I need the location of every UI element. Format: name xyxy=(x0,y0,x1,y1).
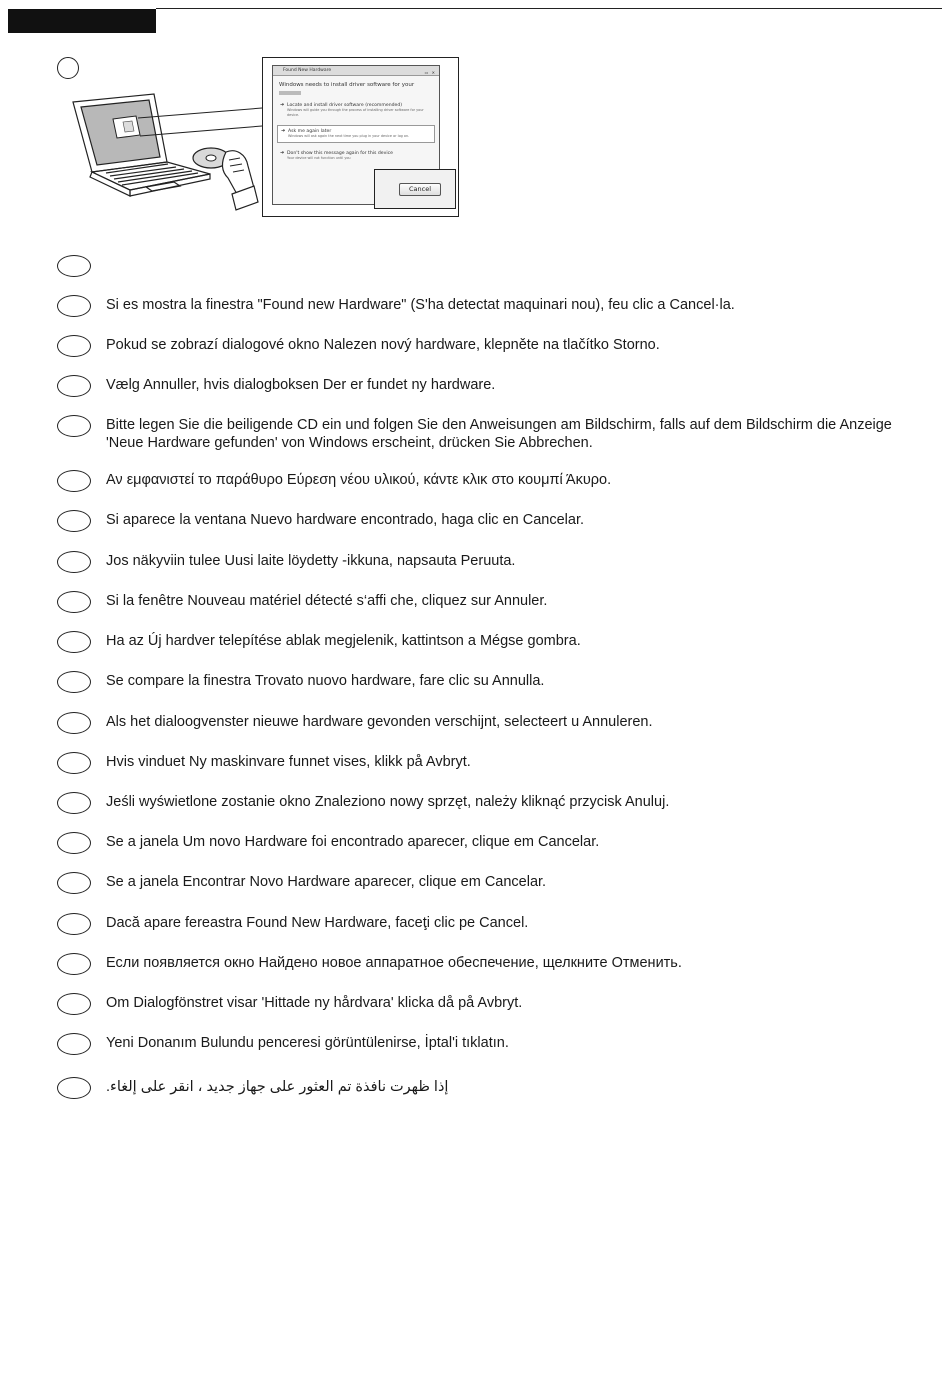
language-marker xyxy=(57,752,91,774)
dialog-heading: Windows needs to install driver software for your xyxy=(279,82,415,88)
language-marker xyxy=(57,375,91,397)
language-marker xyxy=(57,993,91,1015)
shield-icon: ➜ xyxy=(280,149,285,156)
option-label: Ask me again later xyxy=(288,129,332,134)
instruction-text: Ha az Új hardver telepítése ablak megjelenik, kattintson a Mégse gombra. xyxy=(106,633,581,649)
window-controls-icon: ▭ ✕ xyxy=(424,70,436,75)
option-description: Windows will ask again the next time you plug in your device or log on. xyxy=(288,134,410,138)
language-marker xyxy=(57,671,91,693)
instruction-text-arabic: إذا ظهرت نافذة تم العثور على جهاز جديد ، انقر على إلغاء. xyxy=(106,1079,449,1095)
instruction-text: Hvis vinduet Ny maskinvare funnet vises, klikk på Avbryt. xyxy=(106,754,471,770)
option-label: Don't show this message again for this device xyxy=(287,150,393,156)
language-marker xyxy=(57,872,91,894)
instruction-text: Если появляется окно Найдено новое аппаратное обеспечение, щелкните Отменить. xyxy=(106,955,682,971)
option-description: Windows will guide you through the process of installing driver software for your device. xyxy=(287,108,424,117)
option-description: Your device will not function until you xyxy=(287,155,351,160)
instruction-text: Jeśli wyświetlone zostanie okno Znaleziono nowy sprzęt, należy kliknąć przycisk Anuluj. xyxy=(106,794,670,810)
language-marker xyxy=(57,913,91,935)
language-marker xyxy=(57,510,91,532)
instruction-text: Se a janela Um novo Hardware foi encontrado aparecer, clique em Cancelar. xyxy=(106,834,600,850)
cancel-zoom-callout xyxy=(374,169,456,209)
dialog-option-ask-later[interactable] xyxy=(277,125,435,143)
language-marker xyxy=(57,415,91,437)
instruction-text: Jos näkyviin tulee Uusi laite löydetty -ikkuna, napsauta Peruuta. xyxy=(106,553,516,569)
instruction-text: Pokud se zobrazí dialogové okno Nalezen nový hardware, klepněte na tlačítko Storno. xyxy=(106,337,660,353)
language-marker xyxy=(57,1077,91,1099)
instruction-text: Yeni Donanım Bulundu penceresi görüntülenirse, İptal'i tıklatın. xyxy=(106,1035,509,1051)
language-marker xyxy=(57,295,91,317)
arrow-icon: ➜ xyxy=(281,128,286,134)
language-marker xyxy=(57,832,91,854)
instruction-text: Si es mostra la finestra "Found new Hardware" (S'ha detectat maquinari nou), feu clic a Cancel·la. xyxy=(106,297,735,313)
instruction-text: Si aparece la ventana Nuevo hardware encontrado, haga clic en Cancelar. xyxy=(106,512,584,528)
header-black-bar xyxy=(8,9,156,33)
instruction-text: Se compare la finestra Trovato nuovo hardware, fare clic su Annulla. xyxy=(106,673,545,689)
instruction-text: Αν εμφανιστεί το παράθυρο Εύρεση νέου υλικού, κάντε κλικ στο κουμπί Άκυρο. xyxy=(106,472,612,488)
language-marker xyxy=(57,255,91,277)
dialog-option-dont-show[interactable] xyxy=(277,148,435,164)
language-marker xyxy=(57,591,91,613)
language-marker xyxy=(57,792,91,814)
dialog-option-locate[interactable] xyxy=(277,100,435,120)
language-marker xyxy=(57,953,91,975)
dialog-title: Found New Hardware xyxy=(283,68,332,73)
language-marker xyxy=(57,470,91,492)
instruction-text: Si la fenêtre Nouveau matériel détecté s‘affi che, cliquez sur Annuler. xyxy=(106,593,548,609)
language-marker xyxy=(57,712,91,734)
language-marker xyxy=(57,631,91,653)
option-label: Locate and install driver software (recommended) xyxy=(287,103,403,108)
instruction-text: Vælg Annuller, hvis dialogboksen Der er fundet ny hardware. xyxy=(106,377,496,393)
language-marker xyxy=(57,335,91,357)
device-name-placeholder xyxy=(279,91,301,95)
instruction-text: Om Dialogfönstret visar 'Hittade ny hårdvara' klicka då på Avbryt. xyxy=(106,995,523,1011)
instruction-text: Dacă apare fereastra Found New Hardware, faceţi clic pe Cancel. xyxy=(106,915,529,931)
language-marker xyxy=(57,1033,91,1055)
language-marker xyxy=(57,551,91,573)
dialog-titlebar xyxy=(273,66,439,76)
instruction-text: Als het dialoogvenster nieuwe hardware gevonden verschijnt, selecteert u Annuleren. xyxy=(106,714,653,730)
cancel-button[interactable]: Cancel xyxy=(399,183,441,196)
instruction-text: Bitte legen Sie die beiligende CD ein und folgen Sie den Anweisungen am Bildschirm, falls auf dem Bildschirm die Anzeige 'Neue Hardware gefunden' von Windows erscheint, drücken Sie Abbrechen. xyxy=(106,417,892,451)
shield-icon: ➜ xyxy=(280,102,285,108)
instruction-text: Se a janela Encontrar Novo Hardware aparecer, clique em Cancelar. xyxy=(106,874,547,890)
header-rule xyxy=(156,8,942,9)
